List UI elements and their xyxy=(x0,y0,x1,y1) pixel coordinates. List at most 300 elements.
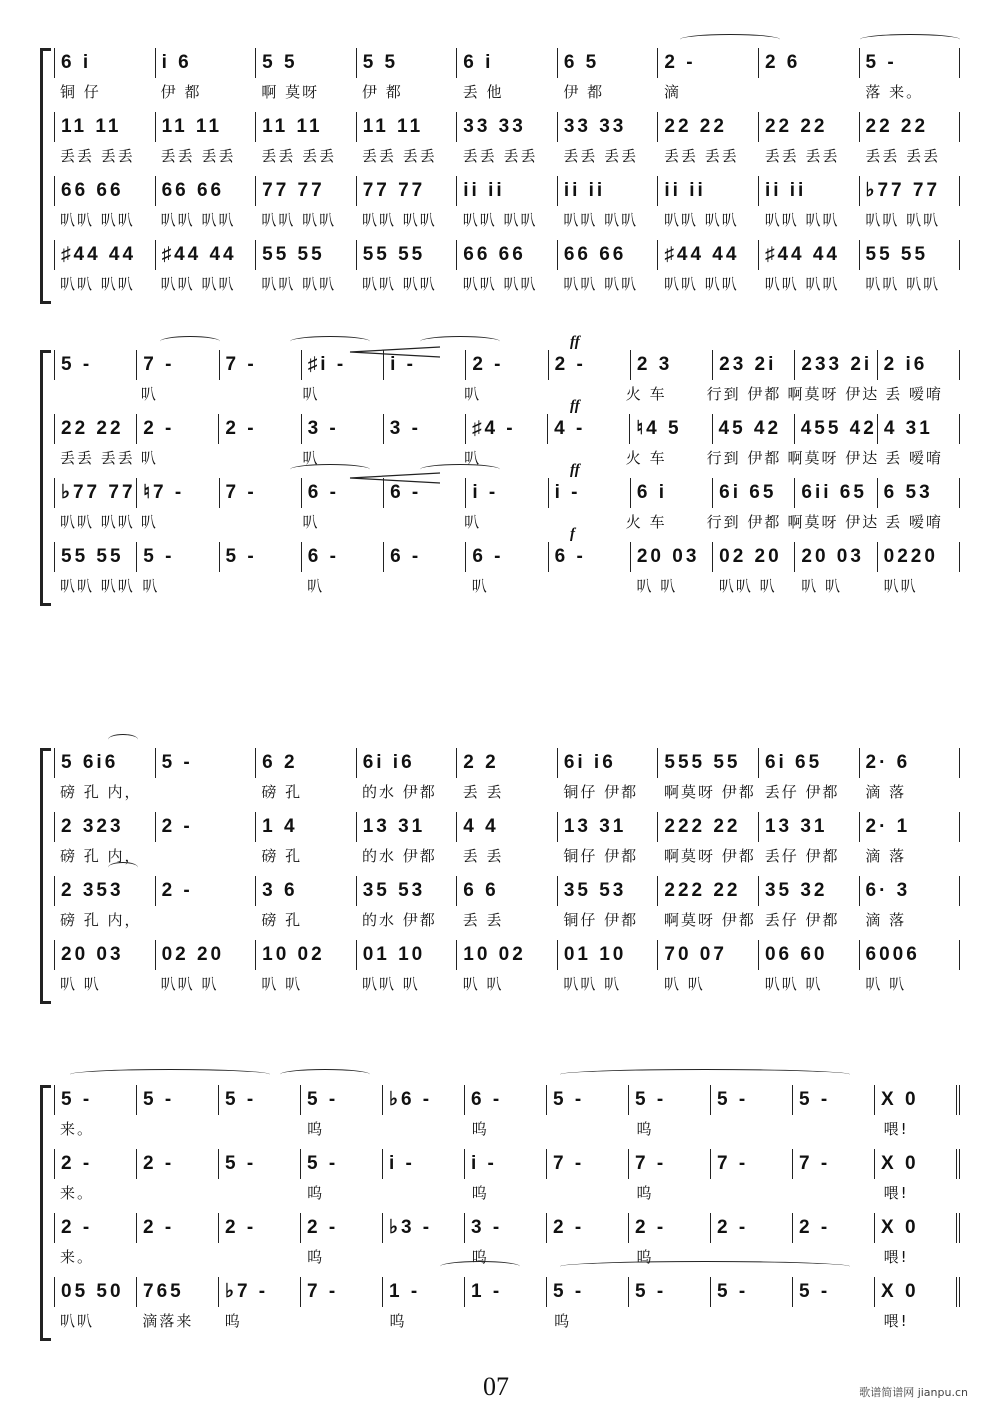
lyric: 叭叭 叭叭 xyxy=(764,275,840,293)
measure: 22 22 xyxy=(759,112,860,142)
voice-part xyxy=(54,240,960,298)
notes-line xyxy=(54,812,960,842)
lyric: 叭叭 叭叭 xyxy=(462,211,538,229)
lyric: 丢 他 xyxy=(462,83,504,101)
measure: 7 - xyxy=(547,1149,629,1179)
lyric xyxy=(216,382,297,406)
lyric xyxy=(136,1245,218,1269)
lyric: 丢丢 丢丢 xyxy=(563,147,639,165)
measure: 2 - xyxy=(156,812,257,842)
measure: 5 - xyxy=(629,1085,711,1115)
lyrics-line xyxy=(54,446,960,470)
lyrics-line xyxy=(54,1181,960,1205)
lyric: 喂! xyxy=(883,1248,909,1266)
lyric: 呜 xyxy=(389,1312,407,1330)
measure: ii ii xyxy=(658,176,759,206)
measure: 1 - xyxy=(383,1277,465,1307)
measure: 2 - xyxy=(711,1213,793,1243)
slur-mark xyxy=(560,1261,850,1272)
lyrics-line xyxy=(54,972,960,996)
measure: 3 - xyxy=(302,414,384,444)
lyric: 呜 xyxy=(224,1312,242,1330)
lyrics-line xyxy=(54,1117,960,1141)
lyric xyxy=(713,1181,795,1205)
measure: i - xyxy=(465,1149,547,1179)
measure: 66 66 xyxy=(54,176,156,206)
lyric: 呜 xyxy=(307,1184,325,1202)
lyric: 叭叭 xyxy=(60,1312,95,1330)
measure: i - xyxy=(466,478,548,508)
measure: 5 - xyxy=(219,1149,301,1179)
lyric: 叭叭 叭叭 xyxy=(664,275,739,293)
measure: ♯44 44 xyxy=(156,240,257,270)
measure: 2 - xyxy=(219,414,301,444)
slur-mark xyxy=(680,34,780,45)
lyric: 叭叭 叭叭 xyxy=(60,577,135,595)
lyric: 叭叭 叭 xyxy=(362,975,420,993)
notes-line xyxy=(54,542,960,572)
lyric: 叭叭 叭 xyxy=(563,975,622,993)
lyric: 叭叭 叭叭 xyxy=(60,513,135,531)
measure: 2 - xyxy=(549,350,631,380)
lyric: 叭叭 叭叭 xyxy=(261,275,337,293)
measure: 7 - xyxy=(711,1149,793,1179)
lyric: 叭叭 叭叭 xyxy=(664,211,739,229)
measure: 6 - xyxy=(549,542,631,572)
lyric xyxy=(631,1309,713,1333)
measure: 22 22 xyxy=(54,414,137,444)
measure: 6 - xyxy=(302,478,384,508)
measure: 35 53 xyxy=(357,876,458,906)
measure: X 0 xyxy=(875,1213,960,1243)
measure: 6 - xyxy=(384,478,466,508)
measure: 20 03 xyxy=(795,542,877,572)
lyric: 丢丢 丢丢 xyxy=(261,147,337,165)
measure: 1 4 xyxy=(256,812,357,842)
lyrics-line xyxy=(54,780,960,804)
measure: ♯i - xyxy=(302,350,384,380)
measure: 6 53 xyxy=(878,478,960,508)
lyric: 叭 xyxy=(302,385,320,403)
measure: 5 - xyxy=(301,1085,383,1115)
measure: ii ii xyxy=(457,176,558,206)
voice-part xyxy=(54,1277,960,1335)
measure: 6 i xyxy=(54,48,156,78)
measure: 11 11 xyxy=(357,112,458,142)
measure: 2 - xyxy=(54,1149,137,1179)
measure: 5 - xyxy=(137,1085,219,1115)
lyric: 叭叭 叭叭 xyxy=(60,211,135,229)
measure: 222 22 xyxy=(658,876,759,906)
voice-part xyxy=(54,542,960,600)
lyric: 行到 伊都 xyxy=(706,513,782,531)
measure: 10 02 xyxy=(457,940,558,970)
lyric xyxy=(466,1309,548,1333)
measure: 7 - xyxy=(629,1149,711,1179)
lyric xyxy=(795,1117,877,1141)
measure: 10 02 xyxy=(256,940,357,970)
measure: 233 2i xyxy=(795,350,877,380)
lyric: 磅 孔 xyxy=(261,783,303,801)
measure: 2 - xyxy=(137,1149,219,1179)
notes-line xyxy=(54,876,960,906)
measure: ii ii xyxy=(759,176,860,206)
measure: 6 - xyxy=(384,542,466,572)
lyric xyxy=(795,1309,877,1333)
lyric: 叭叭 叭 xyxy=(160,975,219,993)
lyric xyxy=(219,574,301,598)
lyric xyxy=(301,1309,383,1333)
slur-mark xyxy=(440,1261,520,1272)
measure: 6· 3 xyxy=(860,876,961,906)
measure: 20 03 xyxy=(631,542,713,572)
lyric: 丢丢 丢丢 xyxy=(60,449,135,467)
lyric: 的水 伊都 xyxy=(362,847,437,865)
lyric xyxy=(136,1181,218,1205)
system-bracket xyxy=(40,48,51,304)
lyric: 喂! xyxy=(883,1184,909,1202)
dynamic-marking: ff xyxy=(570,334,580,350)
measure: 5 - xyxy=(711,1085,793,1115)
lyric: 叭 xyxy=(307,577,325,595)
measure: ♮7 - xyxy=(137,478,219,508)
lyric: 伊 都 xyxy=(362,83,403,101)
lyrics-line xyxy=(54,80,960,104)
notes-line xyxy=(54,478,960,508)
lyric xyxy=(216,446,297,470)
voice-part xyxy=(54,940,960,998)
lyric: 叭 叭 xyxy=(664,975,705,993)
measure: 5 6i6 xyxy=(54,748,156,778)
lyric: 叭叭 xyxy=(883,577,918,595)
measure: 2 6 xyxy=(759,48,860,78)
lyric: 叭 xyxy=(140,385,158,403)
measure: 55 55 xyxy=(860,240,961,270)
measure: 35 53 xyxy=(558,876,659,906)
lyric: 叭 xyxy=(464,385,482,403)
voice-part xyxy=(54,478,960,536)
lyric: 啊莫呀 伊都 xyxy=(664,911,756,929)
measure: 23 2i xyxy=(713,350,795,380)
measure: 33 33 xyxy=(457,112,558,142)
lyric: 火 车 xyxy=(625,385,667,403)
measure: 22 22 xyxy=(860,112,961,142)
lyric: 叭 叭 xyxy=(261,975,303,993)
measure: 2 - xyxy=(301,1213,383,1243)
lyric: 呜 xyxy=(307,1248,325,1266)
measure: 55 55 xyxy=(357,240,458,270)
lyric: 行到 伊都 xyxy=(706,385,782,403)
measure: i - xyxy=(384,350,466,380)
measure: 06 60 xyxy=(759,940,860,970)
lyric: 叭 叭 xyxy=(462,975,504,993)
lyric: 喂! xyxy=(883,1312,909,1330)
lyric xyxy=(795,1181,877,1205)
notes-line xyxy=(54,1085,960,1115)
measure: 6 6 xyxy=(457,876,558,906)
slur-mark xyxy=(108,862,138,873)
measure: 77 77 xyxy=(357,176,458,206)
lyric: 伊 都 xyxy=(563,83,605,101)
measure: 66 66 xyxy=(558,240,659,270)
lyric xyxy=(759,80,860,104)
lyric: 丢丢 丢丢 xyxy=(865,147,941,165)
measure: 33 33 xyxy=(558,112,659,142)
measure: 2· 1 xyxy=(860,812,961,842)
measure: ♯44 44 xyxy=(54,240,156,270)
voice-part xyxy=(54,48,960,106)
lyric: 滴 落 xyxy=(865,783,907,801)
dynamic-marking: f xyxy=(570,526,575,542)
measure: 6i i6 xyxy=(558,748,659,778)
measure: 5 5 xyxy=(357,48,458,78)
measure: ♮4 5 xyxy=(630,414,712,444)
lyric: 啊莫呀 伊达 xyxy=(787,513,880,531)
measure: 6 i xyxy=(457,48,558,78)
measure: 5 - xyxy=(137,542,219,572)
score-system xyxy=(40,748,960,1004)
lyric xyxy=(377,382,458,406)
measure: 22 22 xyxy=(658,112,759,142)
lyric: 叭叭 叭叭 xyxy=(362,211,437,229)
slur-mark xyxy=(860,34,960,45)
lyric xyxy=(383,574,465,598)
lyric: 啊莫呀 伊都 xyxy=(664,783,756,801)
measure: X 0 xyxy=(875,1149,960,1179)
lyric: 叭 xyxy=(142,577,160,595)
measure: 5 - xyxy=(220,542,302,572)
lyric: 丢丢 丢丢 xyxy=(664,147,739,165)
measure: 6ii 65 xyxy=(795,478,877,508)
lyrics-line xyxy=(54,272,960,296)
measure: 6 2 xyxy=(256,748,357,778)
measure: 5 - xyxy=(54,350,137,380)
voice-part xyxy=(54,112,960,170)
measure: 01 10 xyxy=(357,940,458,970)
lyrics-line xyxy=(54,382,960,406)
lyric: 丢丢 丢丢 xyxy=(462,147,538,165)
measure: 5 - xyxy=(156,748,257,778)
measure: 2 - xyxy=(54,1213,137,1243)
lyric: 来。 xyxy=(60,1248,95,1266)
lyric: 火 车 xyxy=(625,449,667,467)
measure: 6 5 xyxy=(558,48,659,78)
lyric xyxy=(377,510,458,534)
lyric: 呜 xyxy=(636,1184,654,1202)
lyric xyxy=(155,908,256,932)
measure: 2· 6 xyxy=(860,748,961,778)
lyric: 丢丢 丢丢 xyxy=(160,147,236,165)
measure: 5 - xyxy=(860,48,961,78)
measure: 01 10 xyxy=(558,940,659,970)
measure: 5 - xyxy=(629,1277,711,1307)
measure: 20 03 xyxy=(54,940,156,970)
lyric: 丢 丢 xyxy=(462,847,504,865)
measure: 222 22 xyxy=(658,812,759,842)
measure: 2 - xyxy=(219,1213,301,1243)
lyric: 呜 xyxy=(471,1184,489,1202)
measure: ♭77 77 xyxy=(54,478,137,508)
notes-line xyxy=(54,48,960,78)
lyric: 丢 丢 xyxy=(462,783,504,801)
voice-part xyxy=(54,350,960,408)
lyric: 的水 伊都 xyxy=(362,783,437,801)
measure: 5 - xyxy=(793,1277,875,1307)
notes-line xyxy=(54,240,960,270)
measure: 2 353 xyxy=(54,876,156,906)
lyric xyxy=(539,510,620,534)
measure: 455 42 xyxy=(795,414,878,444)
page-number: 07 xyxy=(483,1372,509,1401)
measure: 7 - xyxy=(220,350,302,380)
slur-mark xyxy=(560,1069,850,1080)
lyric: 滴落来 xyxy=(142,1312,194,1330)
measure: 13 31 xyxy=(558,812,659,842)
lyric: 的水 伊都 xyxy=(362,911,437,929)
measure: 5 - xyxy=(547,1085,629,1115)
measure: 2 323 xyxy=(54,812,156,842)
lyric: 丢 嗳唷 xyxy=(885,385,944,403)
lyric: 叭 叭 xyxy=(60,975,101,993)
lyric xyxy=(383,1117,465,1141)
voice-part xyxy=(54,812,960,870)
measure: 6 - xyxy=(302,542,384,572)
lyric: 磅 孔 内， xyxy=(60,911,142,929)
measure: 5 - xyxy=(711,1277,793,1307)
measure: 4 31 xyxy=(878,414,960,444)
lyric: 叭 xyxy=(140,513,158,531)
lyric xyxy=(548,1181,630,1205)
measure: i 6 xyxy=(156,48,257,78)
slur-mark xyxy=(280,1069,370,1080)
measure: 2 - xyxy=(658,48,759,78)
measure: 2 3 xyxy=(631,350,713,380)
lyric: 叭叭 叭叭 xyxy=(764,211,840,229)
measure: 5 - xyxy=(547,1277,629,1307)
measure: 11 11 xyxy=(156,112,257,142)
lyric: 啊莫呀 伊达 xyxy=(787,385,880,403)
lyric: 丢 嗳唷 xyxy=(885,513,944,531)
measure: 4 - xyxy=(548,414,630,444)
lyric: 叭叭 叭叭 xyxy=(60,275,135,293)
measure: 66 66 xyxy=(457,240,558,270)
lyric: 啊莫呀 伊达 xyxy=(787,449,880,467)
measure: 7 - xyxy=(301,1277,383,1307)
lyric: 火 车 xyxy=(625,513,667,531)
lyric: 铜仔 伊都 xyxy=(563,847,639,865)
measure: ♭77 77 xyxy=(860,176,961,206)
measure: 2 - xyxy=(793,1213,875,1243)
notes-line xyxy=(54,1213,960,1243)
voice-part xyxy=(54,1085,960,1143)
lyric: 滴 xyxy=(664,83,682,101)
measure: 77 77 xyxy=(256,176,357,206)
measure: 6 - xyxy=(466,542,548,572)
measure: 5 - xyxy=(219,1085,301,1115)
notes-line xyxy=(54,1277,960,1307)
lyric: 叭 xyxy=(302,449,320,467)
measure: 2 - xyxy=(547,1213,629,1243)
lyric: 叭叭 叭 xyxy=(718,577,777,595)
lyric: 丢丢 丢丢 xyxy=(60,147,135,165)
lyric: 来。 xyxy=(60,1120,95,1138)
measure: 6 - xyxy=(465,1085,547,1115)
system-bracket xyxy=(40,350,51,606)
voice-part xyxy=(54,748,960,806)
measure: 555 55 xyxy=(658,748,759,778)
watermark: 歌谱简谱网 jianpu.cn xyxy=(859,1386,968,1399)
lyric: 丢仔 伊都 xyxy=(764,783,840,801)
measure: 3 6 xyxy=(256,876,357,906)
lyric xyxy=(219,1181,301,1205)
measure: 4 4 xyxy=(457,812,558,842)
lyric: 呜 xyxy=(471,1120,489,1138)
measure: 70 07 xyxy=(658,940,759,970)
lyrics-line xyxy=(54,144,960,168)
lyric: 铜仔 伊都 xyxy=(563,911,639,929)
lyric xyxy=(155,780,256,804)
measure: 05 50 xyxy=(54,1277,137,1307)
lyric: 叭叭 叭叭 xyxy=(563,211,639,229)
measure: 66 66 xyxy=(156,176,257,206)
measure: ii ii xyxy=(558,176,659,206)
measure: 3 - xyxy=(384,414,466,444)
measure: 6006 xyxy=(860,940,961,970)
lyric xyxy=(713,1117,795,1141)
lyrics-line xyxy=(54,574,960,598)
measure: 765 xyxy=(137,1277,219,1307)
lyrics-line xyxy=(54,908,960,932)
measure: 5 - xyxy=(54,1085,137,1115)
measure: 2 i6 xyxy=(878,350,960,380)
lyric: 来。 xyxy=(60,1184,95,1202)
lyric: 叭 xyxy=(140,449,158,467)
lyric: 伊 都 xyxy=(160,83,202,101)
lyric: 叭叭 叭叭 xyxy=(462,275,538,293)
score-system xyxy=(40,48,960,304)
lyric: 磅 孔 xyxy=(261,911,303,929)
voice-part xyxy=(54,414,960,472)
notes-line xyxy=(54,748,960,778)
lyric xyxy=(219,1245,301,1269)
lyric: 呜 xyxy=(471,1248,489,1266)
measure: 11 11 xyxy=(256,112,357,142)
measure: 35 32 xyxy=(759,876,860,906)
lyric: 呜 xyxy=(636,1248,654,1266)
lyric: 啊莫呀 伊都 xyxy=(664,847,756,865)
lyric: 滴 落 xyxy=(865,911,907,929)
lyric: 叭叭 叭叭 xyxy=(160,275,236,293)
lyric: 叭 叭 xyxy=(636,577,678,595)
lyric xyxy=(548,574,630,598)
lyric: 叭 叭 xyxy=(865,975,907,993)
lyric: 叭叭 叭叭 xyxy=(865,211,941,229)
voice-part xyxy=(54,176,960,234)
lyrics-line xyxy=(54,510,960,534)
measure: 3 - xyxy=(465,1213,547,1243)
lyrics-line xyxy=(54,208,960,232)
lyric: 丢丢 丢丢 xyxy=(362,147,437,165)
lyric: 叭 xyxy=(302,513,320,531)
measure: 5 - xyxy=(793,1085,875,1115)
lyric: 呜 xyxy=(636,1120,654,1138)
dynamic-marking: ff xyxy=(570,398,580,414)
measure: 5 5 xyxy=(256,48,357,78)
lyrics-line xyxy=(54,844,960,868)
measure: ♯44 44 xyxy=(658,240,759,270)
lyric: 呜 xyxy=(307,1120,325,1138)
lyric xyxy=(219,1117,301,1141)
